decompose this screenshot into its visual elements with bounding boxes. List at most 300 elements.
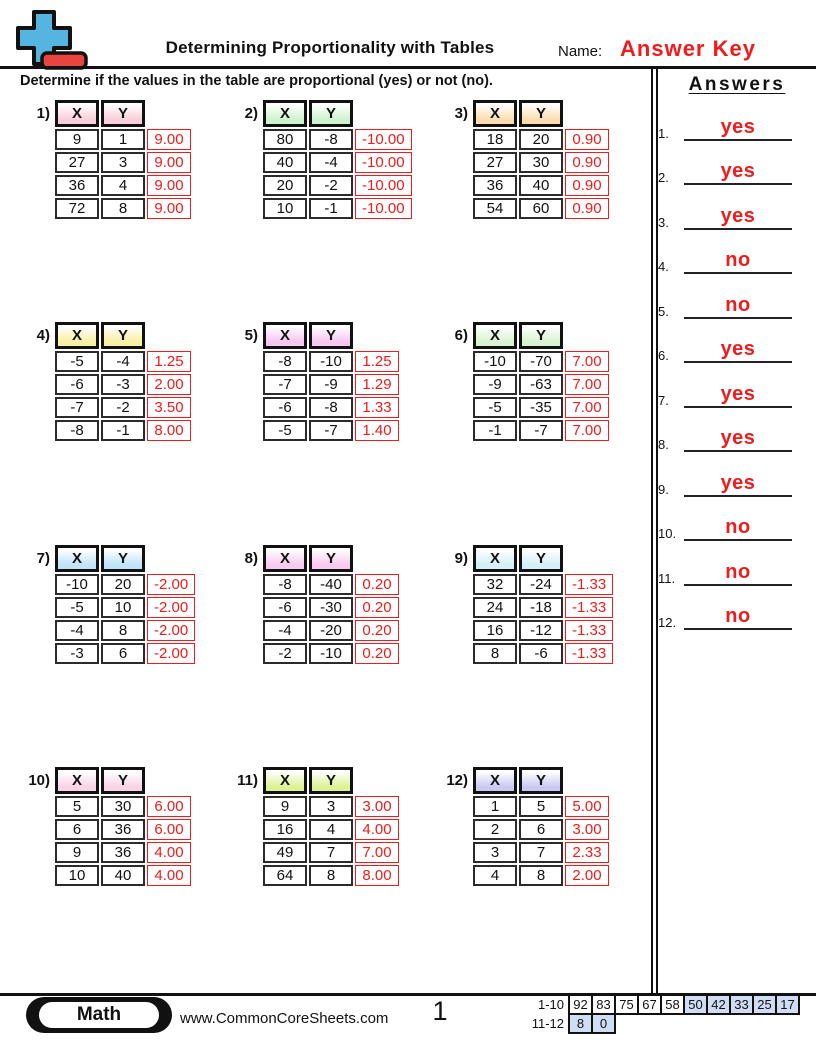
col-header-y: Y	[519, 545, 563, 572]
table-row	[473, 372, 609, 395]
problem-number: 3)	[454, 105, 468, 122]
table-row	[263, 150, 412, 173]
ratio-value: 0.20	[355, 597, 399, 618]
x-value: 27	[473, 152, 517, 173]
problem-number: 7)	[36, 550, 50, 567]
xy-table	[473, 767, 609, 886]
xy-table	[473, 545, 613, 664]
y-value: -24	[519, 574, 563, 595]
answer-number: 9.	[658, 482, 669, 497]
page-number: 1	[432, 996, 448, 1026]
ratio-value: 7.00	[355, 842, 399, 863]
problem	[438, 100, 609, 219]
y-value: -1	[309, 198, 353, 219]
xy-table	[55, 767, 191, 886]
x-value: -10	[473, 351, 517, 372]
table-row	[263, 196, 412, 219]
x-value: -2	[263, 643, 307, 664]
table-header-row	[473, 100, 609, 127]
ratio-value: -1.33	[565, 643, 613, 664]
score-cell: 0	[591, 1013, 616, 1034]
ratio-value: -2.00	[147, 574, 195, 595]
x-value: 6	[55, 819, 99, 840]
table-row	[473, 863, 609, 886]
table-row	[473, 127, 609, 150]
score-cell: 67	[637, 994, 662, 1015]
answer-number: 10.	[658, 526, 677, 541]
x-value: -4	[263, 620, 307, 641]
table-row	[55, 173, 191, 196]
x-value: 64	[263, 865, 307, 886]
xy-table	[473, 100, 609, 219]
ratio-value: 7.00	[565, 374, 609, 395]
col-header-y: Y	[101, 100, 145, 127]
x-value: -6	[263, 397, 307, 418]
table-row	[473, 349, 609, 372]
y-value: -9	[309, 374, 353, 395]
answer-value: yes	[720, 383, 756, 405]
name-value-answer-key: Answer Key	[620, 36, 756, 61]
name-label: Name:	[558, 43, 603, 60]
ratio-value: 2.00	[147, 374, 191, 395]
answer-value: yes	[720, 160, 756, 182]
score-row	[520, 1013, 800, 1034]
y-value: -7	[519, 420, 563, 441]
x-value: -6	[263, 597, 307, 618]
x-value: -6	[55, 374, 99, 395]
y-value: 7	[309, 842, 353, 863]
y-value: -4	[101, 351, 145, 372]
score-row	[520, 994, 800, 1015]
y-value: -7	[309, 420, 353, 441]
x-value: 20	[263, 175, 307, 196]
problem	[20, 100, 191, 219]
x-value: 3	[473, 842, 517, 863]
ratio-value: -10.00	[355, 175, 412, 196]
col-header-x: X	[473, 767, 517, 794]
table-header-row	[55, 322, 191, 349]
x-value: 9	[55, 129, 99, 150]
y-value: 1	[101, 129, 145, 150]
answer-number: 12.	[658, 615, 677, 630]
table-row	[473, 618, 613, 641]
col-header-y: Y	[101, 767, 145, 794]
col-header-x: X	[55, 545, 99, 572]
score-row-label: 11-12	[531, 1016, 564, 1031]
x-value: 9	[263, 796, 307, 817]
y-value: -20	[309, 620, 353, 641]
header-divider	[0, 66, 816, 69]
ratio-value: 2.00	[565, 865, 609, 886]
y-value: -4	[309, 152, 353, 173]
table-row	[263, 840, 399, 863]
table-header-row	[263, 322, 399, 349]
answer-blank-line	[684, 139, 792, 141]
ratio-value: 0.90	[565, 175, 609, 196]
answer-blank-line	[684, 406, 792, 408]
xy-table	[263, 322, 399, 441]
y-value: 6	[101, 643, 145, 664]
col-header-x: X	[55, 767, 99, 794]
x-value: 10	[263, 198, 307, 219]
ratio-value: 0.20	[355, 620, 399, 641]
xy-table	[263, 100, 412, 219]
x-value: 16	[473, 620, 517, 641]
table-row	[55, 618, 195, 641]
table-header-row	[55, 545, 195, 572]
table-row	[55, 572, 195, 595]
y-value: -8	[309, 397, 353, 418]
table-row	[473, 173, 609, 196]
problem	[20, 545, 195, 664]
table-row	[55, 349, 191, 372]
y-value: -1	[101, 420, 145, 441]
ratio-value: 0.20	[355, 643, 399, 664]
table-row	[263, 641, 399, 664]
answer-value: no	[725, 605, 751, 627]
ratio-value: 0.20	[355, 574, 399, 595]
table-row	[263, 595, 399, 618]
x-value: -5	[55, 351, 99, 372]
table-header-row	[263, 545, 399, 572]
y-value: -2	[101, 397, 145, 418]
x-value: 4	[473, 865, 517, 886]
table-row	[55, 863, 191, 886]
y-value: -12	[519, 620, 563, 641]
x-value: -8	[263, 574, 307, 595]
answer-value: yes	[720, 338, 756, 360]
problem	[438, 767, 609, 886]
answer-item	[650, 463, 812, 497]
xy-table	[55, 322, 191, 441]
table-row	[263, 572, 399, 595]
answer-number: 11.	[658, 571, 676, 586]
ratio-value: -2.00	[147, 643, 195, 664]
x-value: -3	[55, 643, 99, 664]
table-row	[263, 618, 399, 641]
y-value: -10	[309, 643, 353, 664]
answer-value: yes	[720, 205, 756, 227]
col-header-x: X	[263, 322, 307, 349]
table-row	[55, 395, 191, 418]
col-header-y: Y	[309, 545, 353, 572]
answer-number: 7.	[658, 393, 669, 408]
ratio-value: -10.00	[355, 198, 412, 219]
table-header-row	[55, 767, 191, 794]
x-value: -5	[473, 397, 517, 418]
ratio-value: 4.00	[355, 819, 399, 840]
problem	[20, 767, 191, 886]
x-value: -10	[55, 574, 99, 595]
col-header-x: X	[473, 545, 517, 572]
answer-blank-line	[684, 228, 792, 230]
y-value: 36	[101, 819, 145, 840]
answer-number: 5.	[658, 304, 669, 319]
answer-item	[650, 596, 812, 630]
y-value: -63	[519, 374, 563, 395]
col-header-x: X	[473, 100, 517, 127]
answer-blank-line	[684, 361, 792, 363]
table-row	[263, 794, 399, 817]
table-row	[473, 572, 613, 595]
y-value: 40	[101, 865, 145, 886]
y-value: -18	[519, 597, 563, 618]
answer-item	[650, 196, 812, 230]
table-row	[55, 196, 191, 219]
x-value: -9	[473, 374, 517, 395]
table-row	[55, 418, 191, 441]
x-value: -1	[473, 420, 517, 441]
table-row	[55, 595, 195, 618]
x-value: 2	[473, 819, 517, 840]
table-header-row	[263, 767, 399, 794]
table-row	[263, 372, 399, 395]
page-title: Determining Proportionality with Tables	[165, 38, 495, 57]
col-header-x: X	[55, 322, 99, 349]
table-header-row	[263, 100, 412, 127]
x-value: 49	[263, 842, 307, 863]
xy-table	[263, 545, 399, 664]
problem-number: 10)	[28, 772, 50, 789]
ratio-value: 5.00	[565, 796, 609, 817]
subject-badge	[26, 997, 172, 1033]
y-value: 36	[101, 842, 145, 863]
grading-score-table	[520, 994, 800, 1034]
y-value: -8	[309, 129, 353, 150]
answer-value: yes	[720, 427, 756, 449]
ratio-value: 1.40	[355, 420, 399, 441]
y-value: -6	[519, 643, 563, 664]
ratio-value: -10.00	[355, 129, 412, 150]
table-row	[473, 150, 609, 173]
table-row	[55, 150, 191, 173]
y-value: -40	[309, 574, 353, 595]
answer-value: no	[725, 561, 751, 583]
ratio-value: 2.33	[565, 842, 609, 863]
answer-item	[650, 151, 812, 185]
answer-item	[650, 374, 812, 408]
problem	[438, 545, 613, 664]
table-row	[263, 395, 399, 418]
table-row	[263, 418, 399, 441]
ratio-value: 7.00	[565, 397, 609, 418]
ratio-value: 8.00	[355, 865, 399, 886]
table-row	[473, 418, 609, 441]
col-header-y: Y	[309, 100, 353, 127]
score-cell: 75	[614, 994, 639, 1015]
table-row	[263, 127, 412, 150]
xy-table	[55, 100, 191, 219]
problem-number: 4)	[36, 327, 50, 344]
answer-value: no	[725, 249, 751, 271]
answer-value: no	[725, 294, 751, 316]
ratio-value: 1.25	[147, 351, 191, 372]
answer-blank-line	[684, 628, 792, 630]
table-row	[55, 127, 191, 150]
problem-number: 8)	[244, 550, 258, 567]
table-row	[263, 817, 399, 840]
answer-value: no	[725, 516, 751, 538]
y-value: 7	[519, 842, 563, 863]
xy-table	[263, 767, 399, 886]
ratio-value: -1.33	[565, 597, 613, 618]
col-header-y: Y	[519, 322, 563, 349]
y-value: 8	[519, 865, 563, 886]
ratio-value: 4.00	[147, 842, 191, 863]
ratio-value: 0.90	[565, 198, 609, 219]
y-value: 4	[309, 819, 353, 840]
answer-blank-line	[684, 584, 792, 586]
problem-number: 1)	[36, 105, 50, 122]
problem	[228, 767, 399, 886]
answer-value: yes	[720, 472, 756, 494]
table-header-row	[473, 322, 609, 349]
y-value: 60	[519, 198, 563, 219]
problem-number: 11)	[237, 772, 258, 789]
x-value: -7	[263, 374, 307, 395]
x-value: 36	[473, 175, 517, 196]
answer-number: 1.	[658, 126, 669, 141]
table-row	[473, 196, 609, 219]
ratio-value: 4.00	[147, 865, 191, 886]
problem	[228, 100, 412, 219]
answer-blank-line	[684, 272, 792, 274]
problem-number: 12)	[446, 772, 468, 789]
y-value: 3	[101, 152, 145, 173]
x-value: 9	[55, 842, 99, 863]
ratio-value: -1.33	[565, 574, 613, 595]
col-header-y: Y	[519, 100, 563, 127]
ratio-value: 9.00	[147, 198, 191, 219]
ratio-value: -2.00	[147, 620, 195, 641]
score-cell: 50	[683, 994, 708, 1015]
y-value: 40	[519, 175, 563, 196]
col-header-x: X	[473, 322, 517, 349]
col-header-x: X	[263, 767, 307, 794]
x-value: 8	[473, 643, 517, 664]
ratio-value: 3.00	[355, 796, 399, 817]
problem	[228, 545, 399, 664]
problem-number: 6)	[454, 327, 468, 344]
table-header-row	[55, 100, 191, 127]
ratio-value: 0.90	[565, 129, 609, 150]
x-value: -4	[55, 620, 99, 641]
table-row	[55, 372, 191, 395]
subject-label: Math	[39, 1002, 159, 1028]
answer-blank-line	[684, 317, 792, 319]
table-row	[473, 840, 609, 863]
col-header-y: Y	[309, 322, 353, 349]
y-value: -35	[519, 397, 563, 418]
x-value: 18	[473, 129, 517, 150]
x-value: 80	[263, 129, 307, 150]
x-value: 36	[55, 175, 99, 196]
table-row	[473, 641, 613, 664]
ratio-value: 3.50	[147, 397, 191, 418]
ratio-value: 9.00	[147, 152, 191, 173]
x-value: -5	[55, 597, 99, 618]
y-value: 8	[101, 198, 145, 219]
y-value: -70	[519, 351, 563, 372]
ratio-value: 6.00	[147, 819, 191, 840]
x-value: 27	[55, 152, 99, 173]
problem	[228, 322, 399, 441]
problem	[438, 322, 609, 441]
table-row	[473, 595, 613, 618]
y-value: 6	[519, 819, 563, 840]
y-value: 20	[101, 574, 145, 595]
answer-blank-line	[684, 495, 792, 497]
score-cell: 83	[591, 994, 616, 1015]
answer-item	[650, 329, 812, 363]
answer-blank-line	[684, 539, 792, 541]
ratio-value: -1.33	[565, 620, 613, 641]
table-row	[55, 840, 191, 863]
col-header-x: X	[55, 100, 99, 127]
xy-table	[473, 322, 609, 441]
commoncoresheets-logo	[16, 10, 92, 72]
problem-number: 2)	[244, 105, 258, 122]
ratio-value: 6.00	[147, 796, 191, 817]
y-value: 8	[101, 620, 145, 641]
answer-blank-line	[684, 450, 792, 452]
x-value: -8	[263, 351, 307, 372]
x-value: -8	[55, 420, 99, 441]
col-header-x: X	[263, 545, 307, 572]
problem-number: 9)	[454, 550, 468, 567]
table-row	[55, 794, 191, 817]
score-cell: 25	[752, 994, 777, 1015]
answer-blank-line	[684, 183, 792, 185]
x-value: 16	[263, 819, 307, 840]
ratio-value: 9.00	[147, 129, 191, 150]
y-value: 30	[519, 152, 563, 173]
col-header-y: Y	[519, 767, 563, 794]
table-row	[263, 173, 412, 196]
y-value: 5	[519, 796, 563, 817]
answer-number: 4.	[658, 259, 669, 274]
ratio-value: 7.00	[565, 420, 609, 441]
y-value: 3	[309, 796, 353, 817]
y-value: -10	[309, 351, 353, 372]
col-header-y: Y	[101, 545, 145, 572]
answer-number: 2.	[658, 170, 669, 185]
ratio-value: 1.25	[355, 351, 399, 372]
x-value: 54	[473, 198, 517, 219]
answer-item	[650, 240, 812, 274]
ratio-value: 3.00	[565, 819, 609, 840]
score-cell: 8	[568, 1013, 593, 1034]
y-value: 20	[519, 129, 563, 150]
ratio-value: 7.00	[565, 351, 609, 372]
answer-number: 8.	[658, 437, 669, 452]
x-value: -5	[263, 420, 307, 441]
y-value: 4	[101, 175, 145, 196]
ratio-value: -2.00	[147, 597, 195, 618]
table-row	[55, 641, 195, 664]
answer-item	[650, 552, 812, 586]
answer-number: 3.	[658, 215, 669, 230]
y-value: 8	[309, 865, 353, 886]
problem	[20, 322, 191, 441]
score-cell: 92	[568, 994, 593, 1015]
instruction-text: Determine if the values in the table are proportional (yes) or not (no).	[20, 73, 493, 89]
x-value: -7	[55, 397, 99, 418]
ratio-value: 0.90	[565, 152, 609, 173]
ratio-value: 9.00	[147, 175, 191, 196]
ratio-value: 8.00	[147, 420, 191, 441]
ratio-value: -10.00	[355, 152, 412, 173]
